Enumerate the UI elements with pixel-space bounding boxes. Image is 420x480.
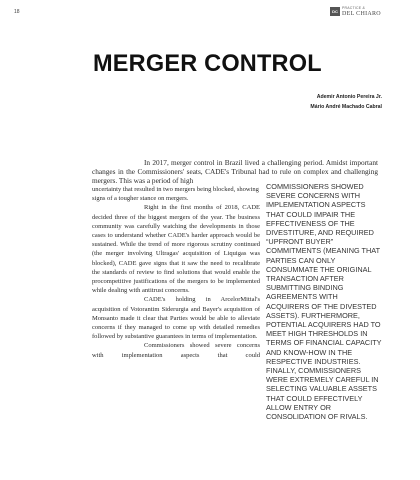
- author-name: Mário André Machado Cabral: [310, 104, 382, 110]
- intro-paragraph: In 2017, merger control in Brazil lived a challenging period. Amidst important changes in the Commissioners' seats, CADE's Tribunal had to rule on complex and challenging mergers. This was a period of high: [92, 158, 378, 186]
- author-name: Ademir Antonio Pereira Jr.: [316, 94, 382, 100]
- logo-text: [342, 7, 381, 17]
- paragraph: Commissioners showed severe concerns with implementation aspects that could: [92, 342, 260, 359]
- author-list: [310, 92, 382, 112]
- publisher-logo: [330, 7, 381, 17]
- logo-top-text: PRACTICE &: [342, 6, 366, 10]
- logo-mark-icon: DC: [330, 7, 340, 16]
- paragraph: uncertainty that resulted in two mergers being blocked, showing signs of a tougher stance on mergers.: [92, 186, 259, 203]
- left-column: [92, 185, 260, 360]
- page-number: 18: [14, 9, 20, 15]
- paragraph: Right in the first months of 2018, CADE decided three of the biggest mergers of the year. The business community was carefully watching the developments in those cases to understand whether CADE's harder approach would be sustained. While the trend of more rigorous scrutiny continued (the merger involving Ultragas' acquisition of Liquigas was blocked), CADE gave signs that it saw the need to recalibrate the standards of review to find solutions that would enable the procompetitive justifications of the mergers to be implemented while dealing with antitrust concerns.: [92, 204, 260, 295]
- logo-bottom-text: DEL CHIARO: [342, 10, 381, 17]
- article-title: MERGER CONTROL: [93, 50, 322, 77]
- paragraph: CADE's holding in ArcelorMittal's acquisition of Votorantim Siderurgia and Bayer's acquisition of Monsanto made it clear that Parties would be able to alleviate concerns if they managed to come up with detailed remedies followed by substantive guarantees in terms of implementation.: [92, 296, 260, 341]
- pull-quote: COMMISSIONERS SHOWED SEVERE CONCERNS WITH IMPLEMENTATION ASPECTS THAT COULD IMPAIR THE EFFECTIVENESS OF THE DIVESTITURE, AND REQUIRED “UPFRONT BUYER” COMMITMENTS (MEANING THAT PARTIES CAN ONLY CONSUMMATE THE ORIGINAL TRANSACTION AFTER SUBMITTING BINDING AGREEMENTS WITH ACQUIRERS OF THE DIVESTED ASSETS). FURTHERMORE, POTENTIAL ACQUIRERS HAD TO MEET HIGH THRESHOLDS IN TERMS OF FINANCIAL CAPACITY AND KNOW-HOW IN THE RESPECTIVE INDUSTRIES. FINALLY, COMMISSIONERS WERE EXTREMELY CAREFUL IN SELECTING VALUABLE ASSETS THAT COULD EFFECTIVELY ALLOW ENTRY OR CONSOLIDATION OF RIVALS.: [266, 182, 382, 422]
